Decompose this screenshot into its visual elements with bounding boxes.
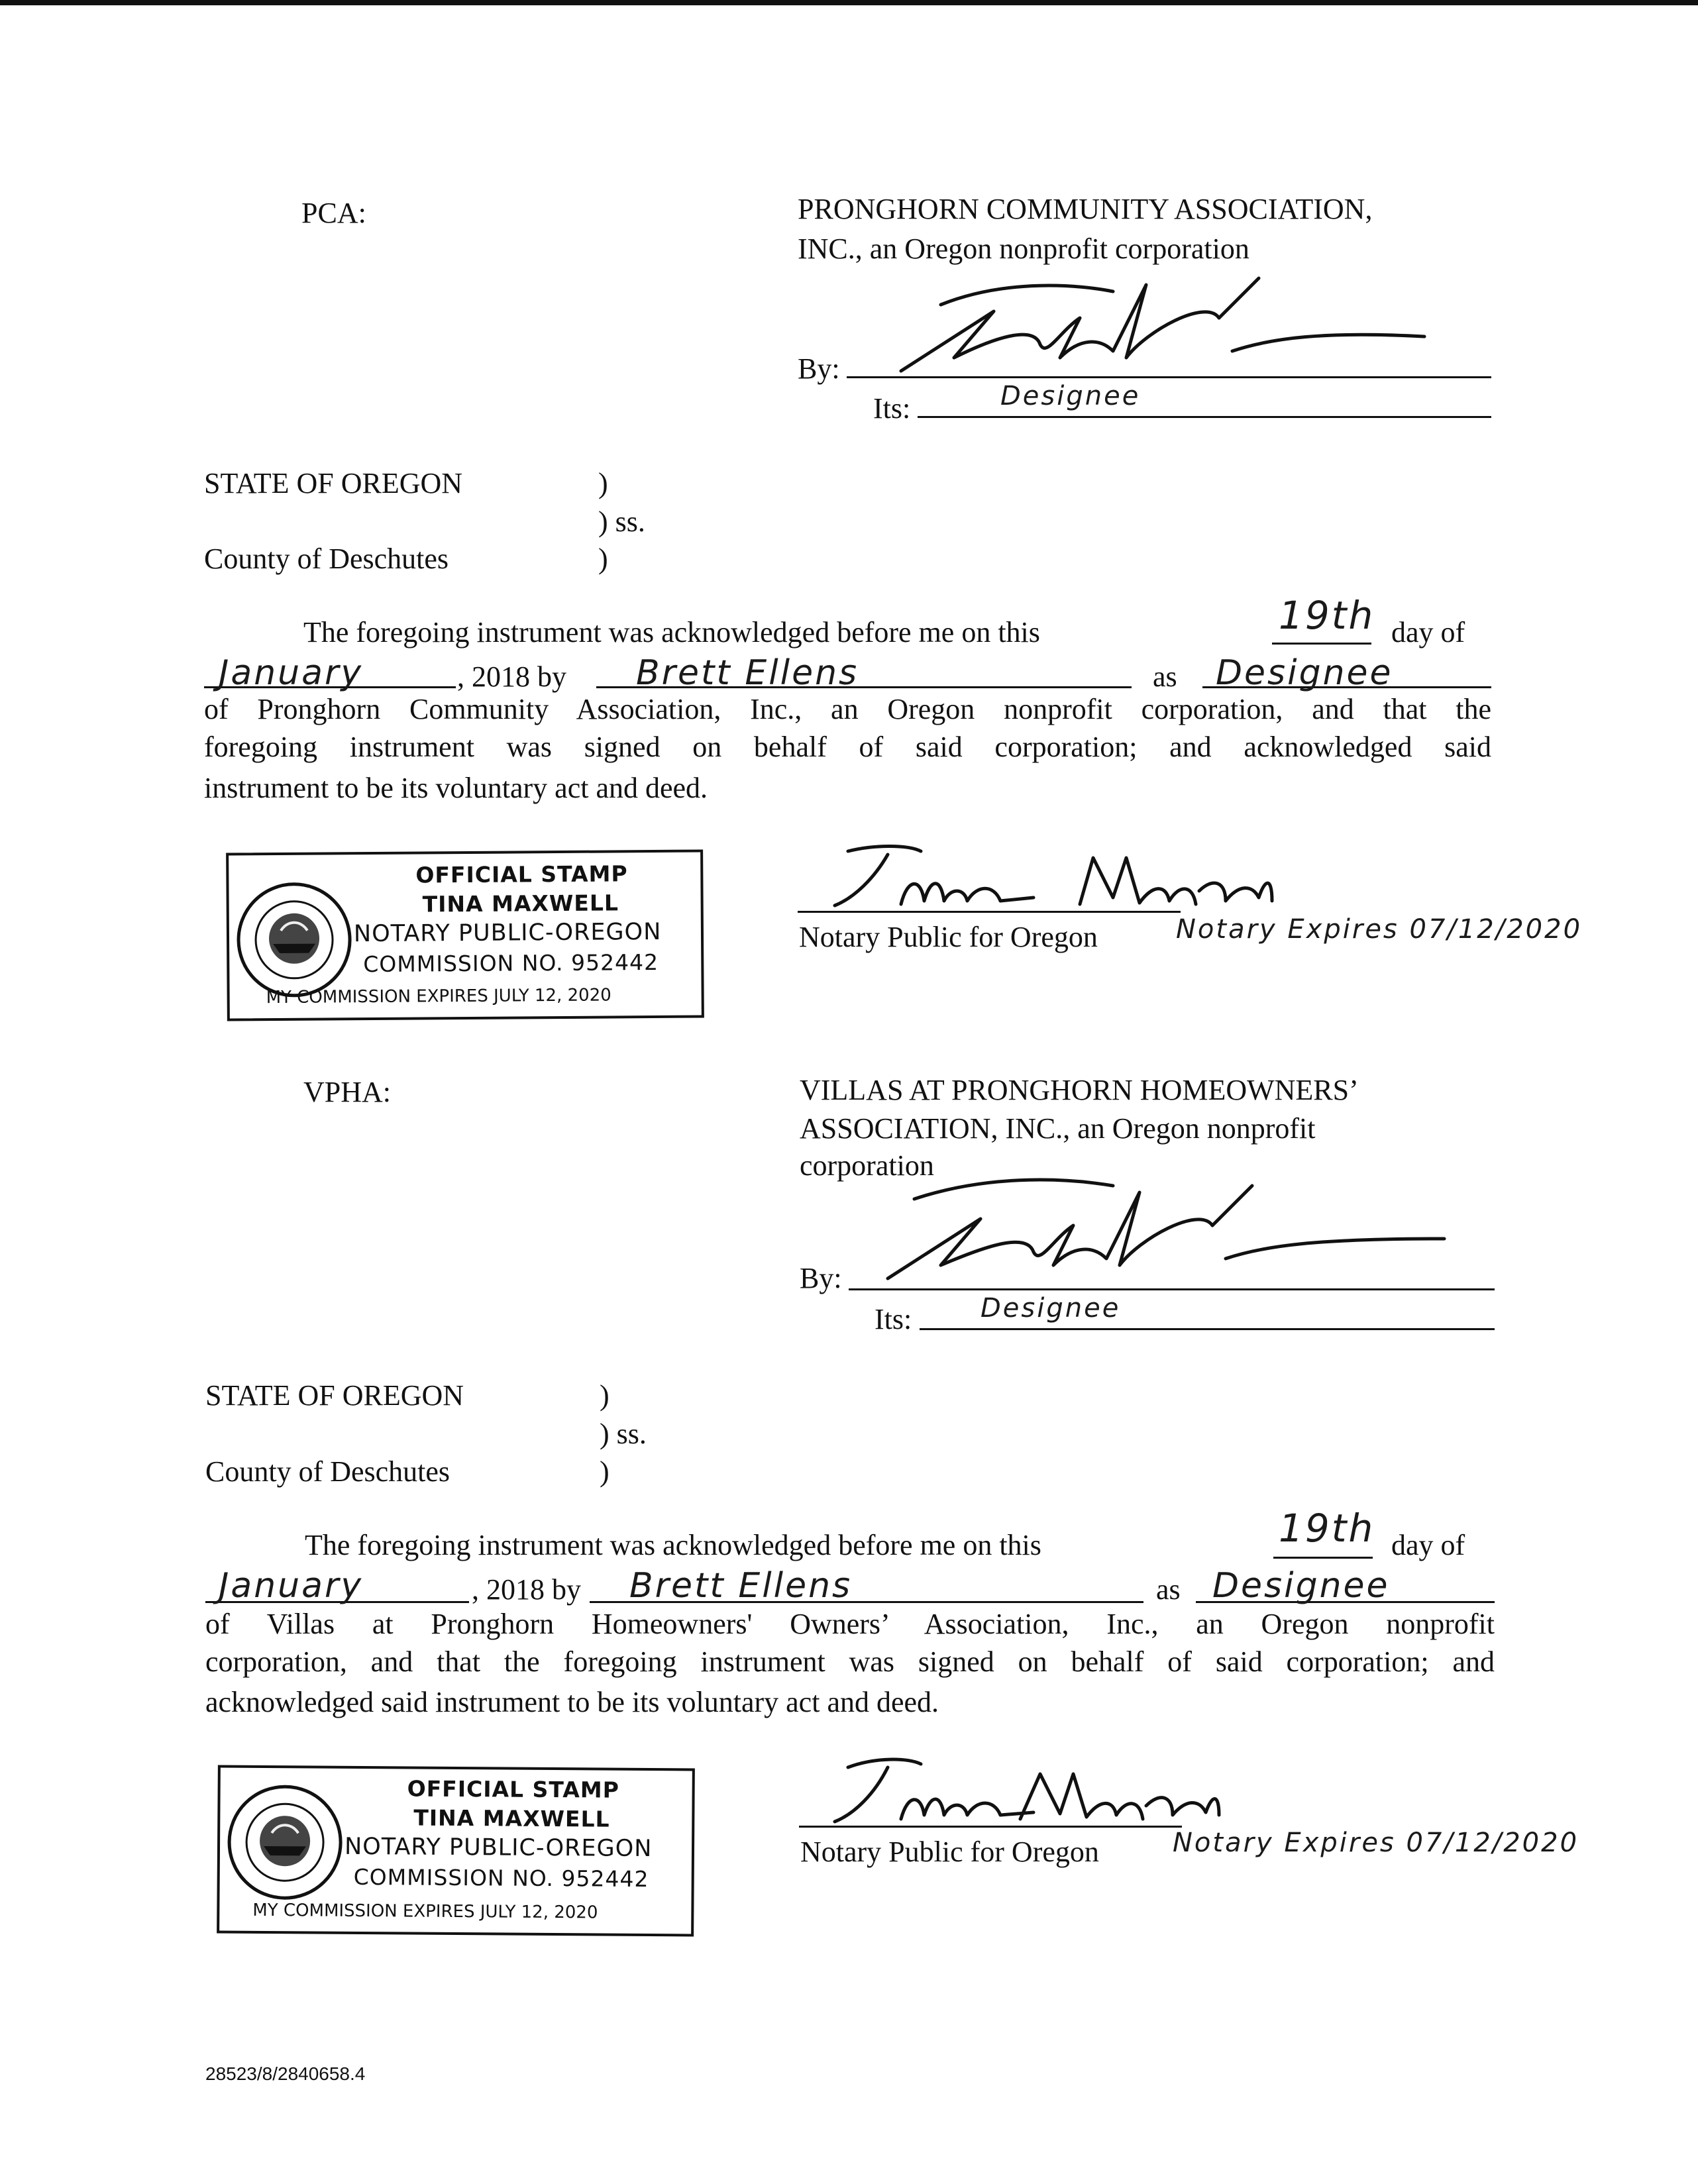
stamp-1-commission: COMMISSION NO. 952442 [363, 949, 659, 978]
scan-top-edge [0, 0, 1698, 5]
pca-entity-line2: INC., an Oregon nonprofit corporation [798, 233, 1249, 265]
notary1-expires-note: Notary Expires 07/12/2020 [1176, 914, 1583, 945]
notary1-state: STATE OF OREGON [204, 467, 463, 499]
pca-signature [861, 258, 1458, 391]
notary1-body-line1: of Pronghorn Community Association, Inc., an Oregon nonprofit corporation, and that the [204, 693, 1491, 725]
notary1-month: January [219, 653, 364, 693]
notary2-body-line1: of Villas at Pronghorn Homeowners' Owners’ Association, Inc., an Oregon nonprofit [205, 1608, 1495, 1640]
stamp-2-name: TINA MAXWELL [413, 1804, 610, 1832]
vpha-its-value: Designee [981, 1293, 1121, 1324]
pca-its-value: Designee [1000, 381, 1141, 411]
notary1-ss: ) ss. [598, 505, 645, 538]
oregon-seal-icon [234, 880, 354, 1000]
stamp-2-commission: COMMISSION NO. 952442 [353, 1863, 649, 1893]
pca-by-label: By: [798, 352, 840, 385]
stamp-1-expires: MY COMMISSION EXPIRES JULY 12, 2020 [266, 985, 611, 1008]
oregon-seal-icon [225, 1783, 345, 1902]
vpha-entity-line3: corporation [800, 1149, 934, 1182]
notary1-signature-line [798, 911, 1181, 913]
notary2-as-label: as [1156, 1573, 1181, 1606]
pca-entity-line1: PRONGHORN COMMUNITY ASSOCIATION, [798, 193, 1373, 225]
notary2-line1-end: day of [1391, 1529, 1465, 1561]
notary2-day: 19th [1279, 1506, 1375, 1551]
vpha-its-line [920, 1328, 1495, 1330]
notary2-signature-line [799, 1826, 1182, 1828]
stamp-2-expires: MY COMMISSION EXPIRES JULY 12, 2020 [252, 1900, 598, 1923]
notary2-body-line3: acknowledged said instrument to be its voluntary act and deed. [205, 1686, 939, 1718]
notary2-capacity: Designee [1212, 1566, 1390, 1606]
notary2-expires-note: Notary Expires 07/12/2020 [1173, 1828, 1579, 1858]
stamp-1-name: TINA MAXWELL [422, 890, 619, 917]
notary2-month: January [219, 1566, 364, 1606]
notary1-label: Notary Public for Oregon [799, 921, 1098, 953]
notary-stamp-1 [226, 849, 704, 1021]
notary2-ss: ) ss. [600, 1418, 647, 1450]
stamp-1-title: OFFICIAL STAMP [415, 860, 628, 888]
vpha-entity-line1: VILLAS AT PRONGHORN HOMEOWNERS’ [800, 1074, 1359, 1106]
notary1-day: 19th [1279, 593, 1375, 638]
notary1-as-label: as [1153, 660, 1177, 693]
notary2-year-by: , 2018 by [472, 1573, 581, 1606]
vpha-by-label: By: [800, 1262, 842, 1294]
pca-by-line [847, 376, 1491, 378]
notary-stamp-2 [217, 1765, 695, 1936]
notary2-day-line [1273, 1557, 1373, 1559]
notary2-body-line2: corporation, and that the foregoing instrument was signed on behalf of said corporation; and [205, 1645, 1495, 1678]
stamp-2-role: NOTARY PUBLIC-OREGON [344, 1833, 653, 1863]
notary2-label: Notary Public for Oregon [800, 1836, 1099, 1868]
notary1-line1-start: The foregoing instrument was acknowledged before me on this [303, 616, 1040, 649]
notary1-line1-end: day of [1391, 616, 1465, 649]
notary1-body-line2: foregoing instrument was signed on behalf of said corporation; and acknowledged said [204, 731, 1491, 763]
vpha-by-line [849, 1288, 1495, 1290]
notary2-state: STATE OF OREGON [205, 1379, 464, 1412]
notary2-paren2: ) [600, 1455, 610, 1488]
pca-its-label: Its: [873, 392, 911, 425]
notary2-paren1: ) [600, 1379, 610, 1412]
notary1-body-line3: instrument to be its voluntary act and deed. [204, 772, 708, 804]
pca-label: PCA: [301, 197, 366, 229]
vpha-label: VPHA: [303, 1076, 392, 1108]
notary1-day-line [1272, 643, 1371, 645]
stamp-1-role: NOTARY PUBLIC-OREGON [353, 918, 662, 948]
notary1-paren2: ) [598, 543, 608, 575]
notary2-line1-start: The foregoing instrument was acknowledged before me on this [305, 1529, 1041, 1561]
notary1-county: County of Deschutes [204, 543, 449, 575]
notary2-name: Brett Ellens [629, 1566, 853, 1606]
vpha-signature [861, 1159, 1458, 1292]
notary1-signature [808, 831, 1312, 917]
notary2-signature [808, 1741, 1312, 1834]
stamp-2-title: OFFICIAL STAMP [407, 1775, 620, 1803]
vpha-its-label: Its: [875, 1303, 912, 1335]
vpha-entity-line2: ASSOCIATION, INC., an Oregon nonprofit [800, 1112, 1316, 1145]
document-id: 28523/8/2840658.4 [205, 2063, 366, 2084]
notary1-year-by: , 2018 by [457, 660, 566, 693]
notary1-capacity: Designee [1216, 653, 1393, 693]
notary1-paren1: ) [598, 467, 608, 499]
pca-its-line [918, 416, 1491, 418]
notary1-name: Brett Ellens [636, 653, 859, 693]
notary2-county: County of Deschutes [205, 1455, 451, 1488]
